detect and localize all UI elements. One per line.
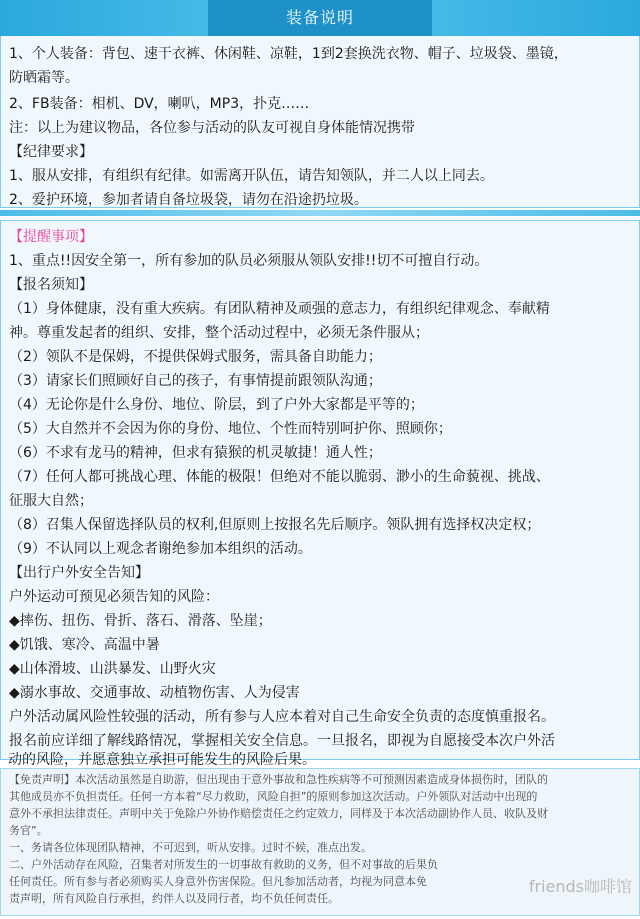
risk-item: ◆摔伤、扭伤、骨折、落石、滑落、坠崖；: [9, 613, 272, 629]
text-line: （4）无论你是什么身份、地位、阶层，到了户外大家都是平等的；: [9, 397, 424, 413]
reminder-box: [0, 220, 640, 760]
text-line: （1）身体健康，没有重大疾病。有团队精神及顽强的意志力，有组织纪律观念、奉献精: [9, 301, 550, 317]
disclaimer-line: 责声明，所有风险自行承担，约伴人以及同行者，均不负任何责任。: [9, 892, 339, 905]
text-line: （7）任何人都可挑战心理、体能的极限！但绝对不能以脆弱、渺小的生命藐视、挑战、: [9, 469, 550, 485]
text-line: 户外运动可预见必须告知的风险：: [9, 589, 219, 605]
disclaimer-line: 【免责声明】本次活动虽然是自助游，但出现由于意外事故和急性疾病等不可预测因素造成身体损伤时，团队的: [9, 773, 548, 786]
text-line: 神。尊重发起者的组织、安排，整个活动过程中，必须无条件服从；: [9, 325, 429, 341]
text-line: 征服大自然；: [9, 493, 93, 509]
section-title: 装备说明: [208, 0, 432, 36]
risk-item: ◆溺水事故、交通事故、动植物伤害、人为侵害: [9, 685, 300, 701]
subheading: 【出行户外安全告知】: [9, 565, 149, 581]
text-line: 1、个人装备：背包、速干衣裤、休闲鞋、凉鞋，1到2套换洗衣物、帽子、垃圾袋、墨镜，: [9, 46, 568, 62]
text-line: （6）不求有龙马的精神，但求有猿猴的机灵敏捷！通人性；: [9, 445, 382, 461]
text-line: （5）大自然并不会因为你的身份、地位、个性而特别呵护你、照顾你；: [9, 421, 452, 437]
header-band: [0, 0, 640, 36]
text-line: 1、服从安排，有组织有纪律。如需离开队伍，请告知领队，并二人以上同去。: [9, 168, 494, 184]
disclaimer-line: 一、务请各位体现团队精神，不可迟到，听从安排。过时不候，准点出发。: [9, 841, 372, 854]
subheading: 【报名须知】: [9, 277, 93, 293]
risk-item: ◆饥饿、寒冷、高温中暑: [9, 637, 160, 653]
disclaimer-line: 意外不承担法律责任。声明中关于免除户外协作赔偿责任之约定效力，同样及于本次活动副协作人员、收队及财: [9, 807, 548, 820]
text-line: 报名前应详细了解线路情况，掌握相关安全信息。一旦报名，即视为自愿接受本次户外活: [9, 733, 555, 749]
text-line: （2）领队不是保姆，不提供保姆式服务，需具备自助能力；: [9, 349, 382, 365]
text-line: （3）请家长们照顾好自己的孩子，有事情提前跟领队沟通；: [9, 373, 382, 389]
divider: [0, 210, 640, 216]
equipment-box: [0, 36, 640, 208]
reminder-heading: 【提醒事项】: [9, 229, 93, 245]
watermark: friends咖啡馆: [528, 877, 632, 896]
text-line: 防晒霜等。: [9, 70, 79, 86]
text-line: 1、重点!!因安全第一，所有参加的队员必须服从领队安排!!切不可擅自行动。: [9, 253, 489, 269]
text-line: （8）召集人保留选择队员的权利,但原则上按报名先后顺序。领队拥有选择权决定权；: [9, 517, 541, 533]
text-line: （9）不认同以上观念者谢绝参加本组织的活动。: [9, 541, 312, 557]
risk-item: ◆山体滑坡、山洪暴发、山野火灾: [9, 661, 216, 677]
disclaimer-line: 任何责任。所有参与者必须购买人身意外伤害保险。但凡参加活动者，均视为同意本免: [9, 875, 427, 888]
text-line: 2、爱护环境，参加者请自备垃圾袋，请勿在沿途扔垃圾。: [9, 192, 368, 208]
text-line: 注：以上为建议物品，各位参与活动的队友可视自身体能情况携带: [9, 120, 415, 136]
text-line: 2、FB装备：相机、DV，喇叭，MP3，扑克……: [9, 96, 310, 112]
text-line: 户外活动属风险性较强的活动，所有参与人应本着对自己生命安全负责的态度慎重报名。: [9, 709, 555, 725]
disclaimer-line: 其他成员亦不负担责任。任何一方本着“尽力救助，风险自担”的原则参加这次活动。户外领队对活动中出现的: [9, 790, 538, 803]
disclaimer-line: 二、户外活动存在风险，召集者对所发生的一切事故有救助的义务，但不对事故的后果负: [9, 858, 438, 871]
subheading: 【纪律要求】: [9, 144, 93, 160]
text-line: 动的风险，并愿意独立承担可能发生的风险后果。: [8, 752, 316, 768]
disclaimer-line: 务官”。: [9, 824, 48, 837]
